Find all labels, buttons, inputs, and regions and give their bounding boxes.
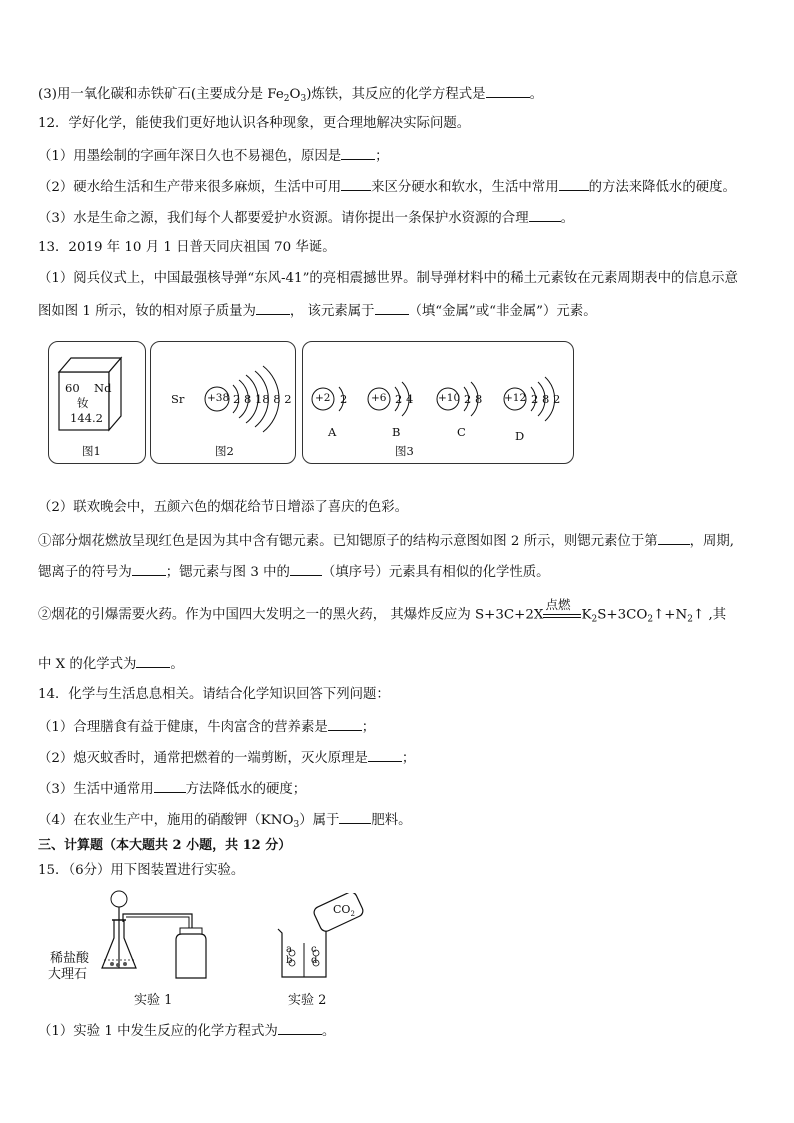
atom-a-shells: 2	[340, 392, 348, 406]
q13-stem: 13．2019 年 10 月 1 日普天同庆祖国 70 华诞。	[38, 240, 336, 255]
atom-b-nucleus: +6	[371, 392, 387, 404]
q15-stem: 15．（6分）用下图装置进行实验。	[38, 863, 245, 878]
figure-2-caption: 图2	[215, 444, 234, 458]
atom-d-nucleus: +12	[504, 392, 527, 404]
atom-d-shells: 2 8 2	[531, 392, 561, 406]
answer-blank[interactable]	[559, 177, 589, 191]
q14-part4: （4）在农业生产中，施用的硝酸钾$(KNO_3)$属于 肥料。	[38, 810, 412, 834]
answer-blank[interactable]	[486, 84, 530, 98]
label-a: a	[286, 944, 292, 955]
q14-stem: 14．化学与生活息息相关。请结合化学知识回答下列问题：	[38, 687, 390, 702]
label-b: b	[286, 955, 293, 966]
label-d: d	[311, 955, 318, 966]
gas-label-co2: $CO_2$	[333, 903, 355, 918]
element-name: 钕	[77, 396, 89, 410]
figure-2-box	[150, 341, 296, 464]
nucleus-charge: +38	[207, 392, 230, 404]
q14-part3: （3）生活中通常用 方法降低水的硬度；	[38, 779, 306, 799]
q12-part1: （1）用墨绘制的字画年深日久也不易褪色，原因是 ；	[38, 146, 389, 166]
atom-a-nucleus: +2	[315, 392, 331, 404]
atom-a-label: A	[328, 425, 337, 439]
label-hydrochloric-acid: 稀盐酸	[50, 951, 90, 966]
q12-part2: （2）硬水给生活和生产带来很多麻烦，生活中可用 来区分硬水和软水，生活中常用 的方法来降低水的硬度。	[38, 177, 736, 197]
electron-shells: 2 8 18 8 2	[233, 392, 292, 406]
answer-blank[interactable]	[368, 748, 402, 762]
answer-blank[interactable]	[658, 531, 690, 545]
answer-blank[interactable]	[529, 208, 561, 222]
figure-1-box	[48, 341, 146, 464]
q13-part1-line1: （1）阅兵仪式上，中国最强核导弹“东风-41”的亮相震撼世界。制导弹材料中的稀土元素钕在元素周期表中的信息示意	[38, 271, 738, 286]
atom-c-shells: 2 8	[464, 392, 483, 406]
q13-c2-line2: 中 X 的化学式为 。	[38, 654, 184, 674]
q14-part2: （2）熄灭蚊香时，通常把燃着的一端剪断，灭火原理是 ；	[38, 748, 415, 768]
figure-3-caption: 图3	[395, 444, 414, 458]
atom-b-shells: 2 4	[395, 392, 414, 406]
q13-part1-line2: 图如图 1 所示，钕的相对原子质量为 ， 该元素属于 （填“金属”或“非金属”）元素。	[38, 301, 597, 321]
q14-part1: （1）合理膳食有益于健康，牛肉富含的营养素是 ；	[38, 717, 375, 737]
q13-part2: （2）联欢晚会中，五颜六色的烟花给节日增添了喜庆的色彩。	[38, 500, 409, 515]
answer-blank[interactable]	[132, 562, 166, 576]
answer-blank[interactable]	[154, 779, 186, 793]
answer-blank[interactable]	[290, 562, 322, 576]
atom-c-nucleus: +10	[438, 392, 461, 404]
element-symbol-sr: Sr	[171, 392, 185, 406]
answer-blank[interactable]	[375, 301, 409, 315]
atom-c-label: C	[457, 425, 466, 439]
q12-stem: 12．学好化学，能使我们更好地认识各种现象，更合理地解决实际问题。	[38, 116, 471, 131]
experiment-2-caption: 实验 2	[288, 993, 327, 1008]
atom-b-label: B	[392, 425, 401, 439]
experiment-1-apparatus	[90, 888, 270, 988]
experiment-1-caption: 实验 1	[134, 993, 173, 1008]
answer-blank[interactable]	[328, 717, 362, 731]
q12-part3: （3）水是生命之源，我们每个人都要爱护水资源。请你提出一条保护水资源的合理 。	[38, 208, 574, 228]
answer-blank[interactable]	[339, 810, 371, 824]
q13-c1-line2: 锶离子的符号为 ；锶元素与图 3 中的 （填序号）元素具有相似的化学性质。	[38, 562, 550, 582]
label-marble: 大理石	[48, 967, 88, 982]
reaction-arrow: 点燃	[543, 606, 581, 624]
answer-blank[interactable]	[256, 301, 290, 315]
answer-blank[interactable]	[136, 654, 170, 668]
answer-blank[interactable]	[341, 146, 375, 160]
atom-d-label: D	[515, 429, 525, 443]
element-symbol: Nd	[94, 381, 112, 395]
answer-blank[interactable]	[278, 1021, 322, 1035]
figure-3-box	[302, 341, 574, 464]
q15-part1: （1）实验 1 中发生反应的化学方程式为 。	[38, 1021, 335, 1041]
q13-c2-line1: ②烟花的引爆需要火药。作为中国四大发明之一的黑火药， 其爆炸反应为 S+3C+2X 点燃 $K_2S+3CO_2↑+N_2↑$ ,其	[38, 597, 727, 625]
q11-part3: (3)用一氧化碳和赤铁矿石(主要成分是 $Fe_2O_3$)炼铁，其反应的化学方程式是 。	[38, 84, 543, 108]
label-c: c	[311, 944, 317, 955]
answer-blank[interactable]	[341, 177, 371, 191]
experiment-2-apparatus	[268, 893, 378, 983]
atomic-mass: 144.2	[70, 411, 103, 425]
q13-c1-line1: ①部分烟花燃放呈现红色是因为其中含有锶元素。已知锶原子的结构示意图如图 2 所示，则锶元素位于第 ，周期,	[38, 531, 734, 551]
figure-1-caption: 图1	[82, 444, 101, 458]
atomic-number: 60	[65, 381, 80, 395]
section-3-heading: 三、计算题（本大题共 2 小题，共 12 分）	[38, 838, 292, 853]
